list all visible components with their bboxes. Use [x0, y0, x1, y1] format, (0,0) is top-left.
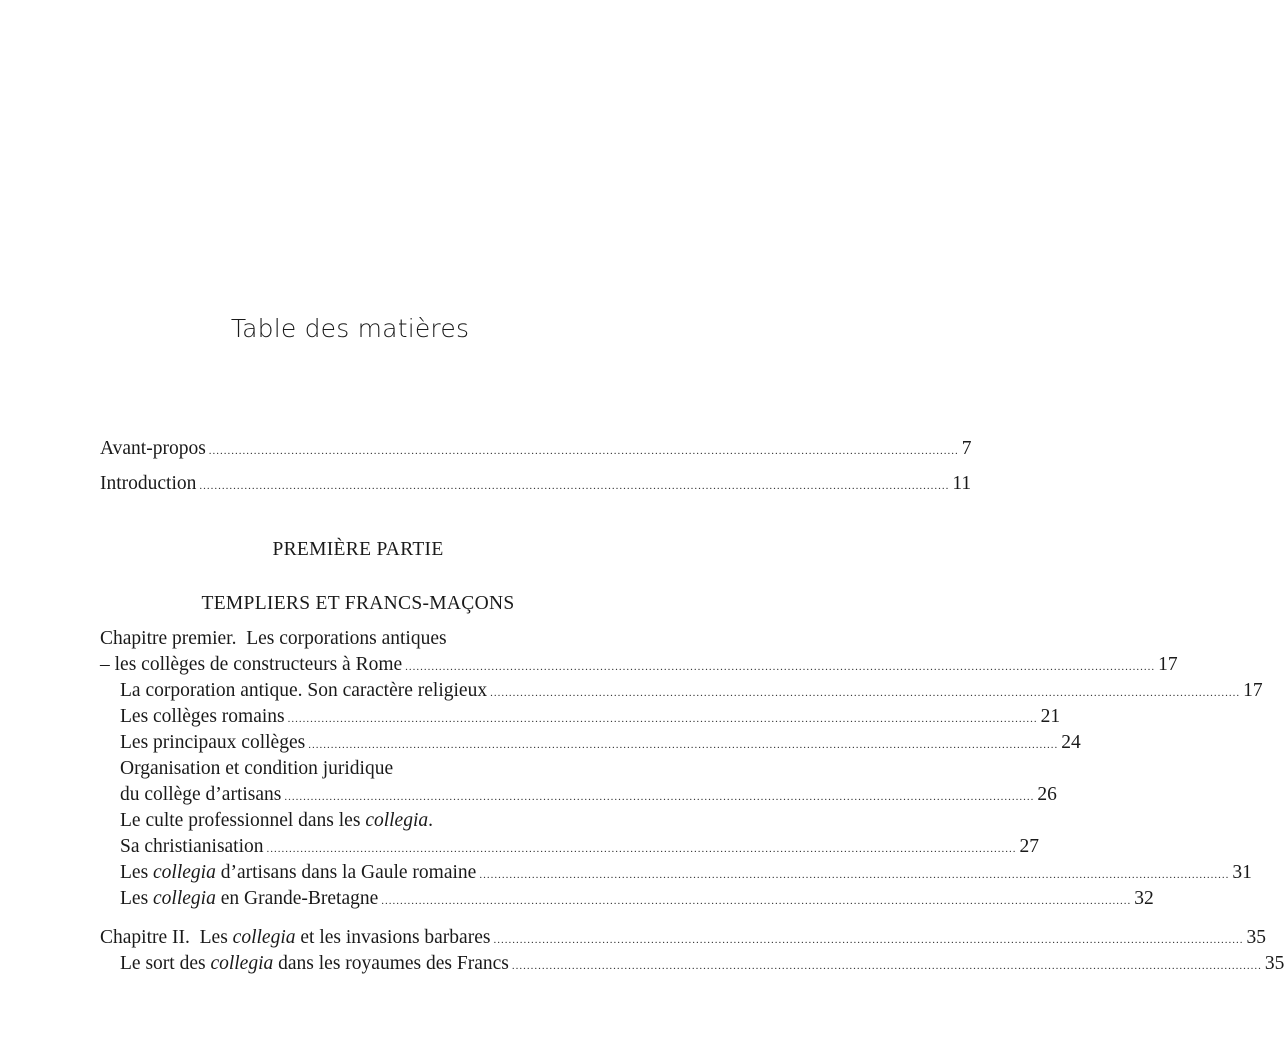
page-number: 27: [1019, 836, 1040, 857]
entry-label: Les collèges romains: [120, 706, 285, 727]
toc-entry-colleges-romains[interactable]: [100, 704, 1061, 730]
entry-italic: collegia: [153, 888, 216, 909]
part-title: PREMIÈRE PARTIE: [272, 539, 444, 560]
dot-leader: ........................................................................................................................................................................................................: [208, 445, 959, 457]
toc-entry-culte-line1[interactable]: [100, 808, 636, 834]
entry-label: Sa christianisation: [120, 836, 264, 857]
dot-leader: ........................................................................................................................................................................................................: [266, 843, 1017, 855]
entry-text: Les: [120, 862, 154, 883]
entry-label: Introduction: [100, 473, 197, 494]
toc-entry-grande-bretagne[interactable]: [100, 886, 1154, 912]
page-number: 26: [1037, 784, 1057, 805]
entry-text: et les invasions barbares: [295, 927, 491, 948]
page-number: 24: [1061, 732, 1081, 753]
dot-leader: ........................................................................................................................................................................................................: [199, 480, 950, 492]
toc-entry-gaule-romaine[interactable]: [100, 860, 1252, 886]
dot-leader: ........................................................................................................................................................................................................: [284, 791, 1035, 803]
entry-label: [120, 886, 378, 912]
dot-leader: ........................................................................................................................................................................................................: [493, 934, 1244, 946]
toc-entry-principaux-colleges[interactable]: [100, 730, 1081, 756]
toc-entry-introduction[interactable]: [100, 471, 972, 497]
entry-italic: collegia: [365, 810, 429, 831]
toc-entry-avant-propos[interactable]: [100, 436, 972, 462]
entry-italic: collegia: [210, 953, 274, 974]
dot-leader: ........................................................................................................................................................................................................: [479, 869, 1230, 881]
entry-text: .: [428, 810, 434, 831]
entry-italic: collegia: [232, 927, 296, 948]
page-number: 11: [952, 473, 972, 494]
entry-label: La corporation antique. Son caractère religieux: [120, 680, 488, 701]
page-number: 21: [1040, 706, 1061, 727]
entry-text: Les: [120, 888, 154, 909]
entry-label: du collège d’artisans: [120, 784, 282, 805]
page-number: 31: [1232, 862, 1252, 883]
dot-leader: ........................................................................................................................................................................................................: [381, 895, 1132, 907]
entry-label: [100, 925, 490, 951]
entry-label: [120, 951, 509, 977]
entry-italic: collegia: [153, 862, 216, 883]
entry-label: Avant-propos: [100, 438, 206, 459]
dot-leader: ........................................................................................................................................................................................................: [308, 739, 1059, 751]
entry-label: [120, 860, 476, 886]
part-subtitle: TEMPLIERS ET FRANCS-MAÇONS: [201, 593, 515, 614]
toc-entry-royaumes-francs[interactable]: [100, 951, 1284, 977]
page-number: 7: [961, 438, 972, 459]
toc-entry-organisation[interactable]: [100, 782, 1057, 808]
entry-text: d’artisans dans la Gaule romaine: [215, 862, 477, 883]
entry-label: Les principaux collèges: [120, 732, 306, 753]
page-number: 35: [1246, 927, 1266, 948]
toc-entry-organisation-line1[interactable]: Organisation et condition juridique: [120, 758, 394, 779]
entry-text: Le culte professionnel dans les: [120, 810, 366, 831]
entry-text: dans les royaumes des Francs: [273, 953, 509, 974]
dot-leader: ........................................................................................................................................................................................................: [287, 713, 1038, 725]
entry-label: – les collèges de constructeurs à Rome: [100, 654, 403, 675]
toc-entry-corporation-antique[interactable]: [100, 678, 1263, 704]
toc-entry-chapter-2[interactable]: [100, 925, 1266, 951]
toc-entry-chapter-1[interactable]: [100, 652, 1178, 678]
page-title: Table des matières: [230, 314, 470, 343]
dot-leader: ........................................................................................................................................................................................................: [405, 661, 1156, 673]
entry-text: Chapitre II. Les: [100, 927, 233, 948]
page-number: 17: [1158, 654, 1178, 675]
page-number: 35: [1264, 953, 1284, 974]
dot-leader: ........................................................................................................................................................................................................: [490, 687, 1241, 699]
entry-text: Le sort des: [120, 953, 211, 974]
dot-leader: ........................................................................................................................................................................................................: [511, 960, 1262, 972]
page-number: 17: [1243, 680, 1263, 701]
toc-entry-culte[interactable]: [100, 834, 1040, 860]
chapter-1-title-line1[interactable]: Chapitre premier. Les corporations antiques: [100, 628, 447, 649]
page-number: 32: [1134, 888, 1154, 909]
entry-text: en Grande-Bretagne: [215, 888, 379, 909]
